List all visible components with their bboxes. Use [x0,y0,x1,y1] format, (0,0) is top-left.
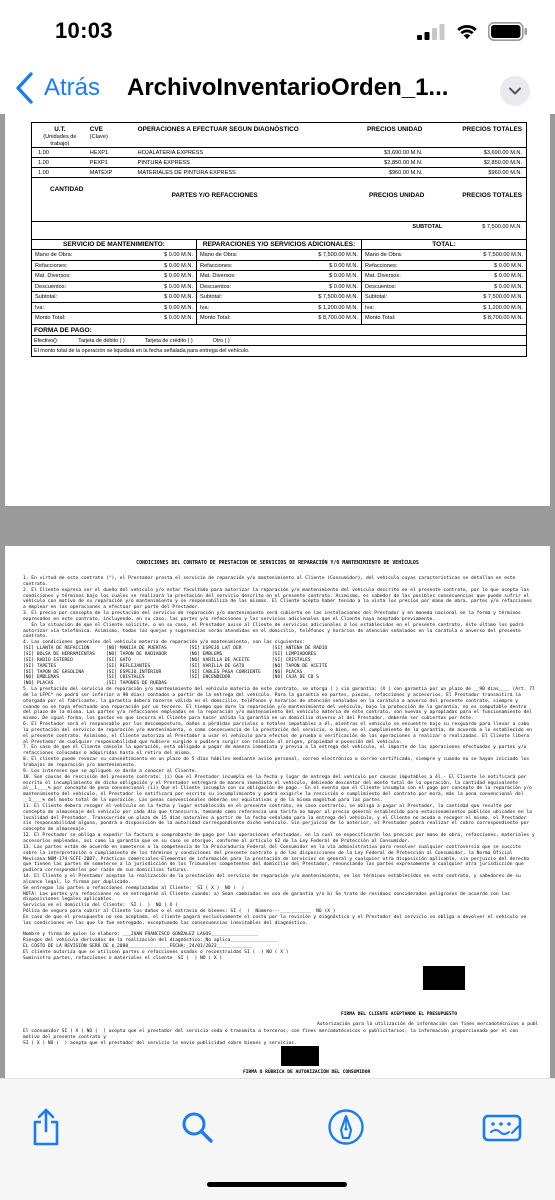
summary-row [197,271,361,282]
summary-value: $ 0.00 M.N. [164,273,193,279]
summary-row [362,261,526,272]
summary-label: Descuentos: [365,283,397,290]
summary-label: Subtotal: [200,294,223,300]
summary-value: $ 0.00 M.N. [494,283,523,290]
row-total: $3,690.00 M.N. [483,150,523,156]
summary-row [32,282,196,293]
summary-label: Refacciones: [35,262,68,269]
summary-label: Descuentos: [35,283,67,290]
search-icon [180,1110,214,1144]
summary-value: $ 8,700.00 M.N. [483,315,523,321]
row-unit: $960.00 M.N. [388,170,423,176]
summary-row [362,303,526,314]
summary-label: Monto Total: [35,315,66,321]
wifi-icon [455,22,479,40]
payment-section [32,324,526,356]
summary-label: Subtotal: [35,294,58,300]
consent-title: Autorización para la utilización de información con fines mercadotécnicos o publ [317,1022,539,1027]
service-row [32,157,526,167]
service-row [32,167,526,177]
chevron-left-icon [14,71,36,105]
row-total: $2,850.00 M.N. [483,160,523,166]
share-button[interactable] [26,1105,66,1149]
summary-label: Iva: [200,304,210,311]
summary-label: Mano de Obra: [35,252,73,258]
summary-label: Mano de Obra: [200,252,238,258]
battery-icon [488,22,528,41]
consumer-signature-redaction [281,1046,319,1066]
summary-row [32,292,196,303]
pdf-page-2 [5,546,550,1078]
header-parts-unit-price: PRECIOS UNIDAD [369,192,425,199]
summary-title: SERVICIO DE MANTENIMIENTO: [32,240,196,250]
summary-value: $ 7,500.00 M.N. [483,294,523,300]
summary-row [32,261,196,272]
summary-row [32,313,196,324]
pdf-page-1 [5,114,550,506]
summary-value: $ 7,500.00 M.N. [318,294,358,300]
header-operations: OPERACIONES A EFECTUAR SEGUN DIAGNÓSTICO [137,126,299,133]
subtotal-label: SUBTOTAL [412,224,443,230]
row-cve: MATEXP [89,170,113,176]
payment-options [32,336,526,346]
summary-value: $ 0.00 M.N. [164,283,193,290]
summary-value: $ 1,200.00 M.N. [483,304,523,311]
summary-value: $ 0.00 M.N. [164,304,193,311]
navigation-bar [0,62,555,114]
summary-value: $ 7,500.00 M.N. [483,252,523,258]
row-desc: MATERIALES DE PINTURA EXPRESS [137,170,236,176]
chevron-down-icon [508,86,522,96]
header-cve-sub: (Clave) [89,133,108,140]
consent-text-1: El consumidor SI ( X ) NO ( ) acepta que el prestador del servicio ceda o transmita a terceros, con fines mercadotécnicos o publicitarios, la información proporcionada por el con motivo del presente contrato y [23,1029,521,1040]
summary-label: Monto Total: [365,315,396,321]
cellular-signal-icon [417,24,445,40]
home-indicator [207,1182,347,1187]
summary-row [362,292,526,303]
status-bar [0,0,555,62]
clock: 10:03 [55,18,113,43]
summary-label: Refacciones: [365,262,398,269]
search-button[interactable] [177,1105,217,1149]
summary-title: TOTAL: [362,240,526,250]
summary-value: $ 0.00 M.N. [164,315,193,321]
row-unit: $2,850.00 M.N. [384,160,423,166]
payment-credit: Tarjeta de crédito ( ) [144,337,193,344]
summary-row [197,292,361,303]
contract-body: 1. En virtud de este contrato (°), el Prestador presta el servicio de reparación y/o mantenimiento al Cliente (Consumidor), del vehículo cuyas características se detallan en este contrato. 2. El Cliente expresa ser el dueño del vehículo y/o estar facultado para autorizar la reparación y/o mantenimiento del vehículo descrito en el presente contrato, por lo que acepta las condiciones y términos bajo los cuales se realizará la prestación del servicio descrito en el presente contrato. Asimismo, es sabedor de las posibles consecuencias que puede sufrir el vehículo con motivo de su reparación y/o mantenimiento y se responsabiliza de las mismas. El Cliente acepta haber tenido a la vista los precios por mano de obra, partes y/o refacciones a emplear en las operaciones a efectuar por parte del Prestador. 3. El precio por concepto de la prestación del servicio de reparación y/o mantenimiento será cubierto en las instalaciones del Prestador y en moneda nacional en la forma y términos expresados en este contrato, incluyendo, en su caso, las partes y/o refacciones y los servicios adicionales que el Cliente haya aceptado previamente. En la situación de que el Cliente solicite, o en su caso, el Prestador avise al Cliente de servicios adicionales a los establecidos en el presente contrato, éste último los podrá autorizar vía telefónica. Asimismo, todas las quejas y sugerencias serán atendidas en el domicilio, teléfonos y horarios de atención señalados en la carátula o anverso del presente contrato. 4. Las condiciones generales del vehículo materia de reparación y/o mantenimiento, son las siguientes: [SI] LLANTA DE REFACCION [NO] MANIJA DE PUERTAS [SI] ESPEJO LAT DER [SI] ANTENA DE RADIO [SI] BOLSA DE HERRAMIENTAS [NO] TAPON DE RADIADOR [NO] EMBLEMS [SI] LIMPIADORES [SI] RADIO ESTEREO [SI] GATO [NO] VARILLA DE ACEITE [SI] CRISTALES [SI] TAPETES [SI] REFLEJANTES [SI] VARILLA DE GATO [NO] TAPON DE ACEITE [SI] TAPON DE GASOLINA [SI] ESPEJO INTERIOR [SI] CABLES PASA CORRIENTE [NO] PLACAS [NO] EMBLEMAS [SI] CRISTALES [SI] ENCENDEDOR [NO] CAJA DE CD S [NO] PLACAS [SI] TAPONES DE RUEDAS 5. La prestación del servicio de reparación y/o mantenimiento del vehículo materia de este contrato, se otorga ( ) sin garantía; (X ) con garantía por un plazo de __90 días____ (Art. 77 de la LFPC* no podrá ser inferior a 90 días) contados a partir de la entrega del vehículo. Para la garantía en partes, piezas, refacciones y accesorios, El Prestador transmitirá la otorgada por el fabricante, la garantía deberá hacerse válida en el domicilio, teléfonos y horarios de atención señalados en la carátula o anverso del presente contrato, siempre y cuando no se haya efectuado una reparación por un tercero. El tiempo que dure la reparación y/o mantenimiento del vehículo, bajo la protección de la garantía, no es computable dentro del plazo de la misma. Las partes y/o refacciones empleadas en la reparación y/o mantenimiento del vehículo materia de este contrato, son nuevas y apropiadas para el funcionamiento del mismo. De igual forma, los gastos en que incurra el Cliente para hacer válida la garantía en un domicilio diverso al del Prestador, deberán ser cubiertos por éste. 6. El Prestador será el responsable por los descompostura, daños o pérdidas parciales o totales imputables a él, mientras el vehículo se encuentre bajo su resguardo para llevar a cabo la prestación del servicio de reparación y/o mantenimiento, o como consecuencia de la prestación del servicio, o bien, en el cumplimiento de la garantía, de acuerdo a lo establecido en el presente contrato. Asimismo, el Cliente autoriza al Prestador a usar el vehículo para efectos de prueba o verificación de las operaciones a realizar o realizadas. El Cliente libera al Prestador de cualquier responsabilidad que hubiere surgido o pudiera surgir con relación al origen, propiedad o posesión del vehículo. 7. En caso de que el Cliente cancele la operación, está obligado a pagar de manera inmediata y previa a la entrega del vehículo, el importe de las operaciones efectuadas y partes y/o refacciones colocadas o adquiridas hasta el retiro del mismo. 8. El cliente puede revocar su consentimiento en un plazo de 5 días hábiles mediante aviso personal, correo electrónico o correo certificado, siempre y cuando no se hayan iniciado los trabajos de reparación y/o mantenimiento. 9. Los intereses que se apliquen se darán a conocer al Cliente. 10. Son causas de rescisión del presente contrato: (i) Que el Prestador incumpla en la fecha y lugar de entrega del vehículo por causas imputables a él.- El Cliente le notificará por escrito el incumplimiento de dicha obligación y el Prestador entregará de manera inmediata el vehículo, debiendo descontar del monto total de la operación, la cantidad equivalente al__1____% por concepto de pena convencional (ii) Que el Cliente incumpla con su obligación de pago.- En el evento que el Cliente incumpla con el pago por concepto de la reparación y/o mantenimiento del vehículo, el Prestador le notificará por escrito su incumplimiento y podrá exigirle la rescisión o cumplimiento del contrato por mora, más la pena convencional del __1____% del monto total de la operación. Las penas convencionales deberán ser equitativas y de la misma magnitud para las partes. 11. El Cliente deberá recoger el vehículo en la fecha y lugar establecida en el presente contrato, en caso contrario, se obliga a pagar al Prestador, la cantidad que resulte por concepto de almacenaje del vehículo por cada día que transcurra, tomando como referencia una tarifa no mayor al precio general establecido para estacionamientos públicos ubicados en la localidad del Prestador. Transcurrido un plazo de 15 días naturales a partir de la fecha señalada para la entrega del vehículo, y el Cliente no acuda a recoger el mismo, el Prestador sin responsabilidad alguna, pondrá a disposición de la autoridad correspondiente dicho vehículo. Sin perjuicio de lo anterior, el Prestador podrá realizar el cobro correspondiente por concepto de almacenaje. 12. El Prestador se obliga a expedir la factura o comprobante de pago por las operaciones efectuadas, en la cual se especificarán los precios por mano de obra, refacciones, materiales y accesorios empleados, así como la garantía que en su caso se otorgue, conforme al artículo 62 de la Ley Federal de Protección al Consumidor. 13. Las partes están de acuerdo en someterse a la competencia de la Procuraduría Federal del Consumidor en la vía administrativa para resolver cualquier controversia que se suscite sobre la interpretación o cumplimiento de los términos y condiciones del presente contrato y de las disposiciones de la Ley Federal de Protección al Consumidor, la Norma Oficial Mexicana NOM-174-SCFI-2007, Prácticas comerciales-Elementos de información para la prestación de servicios en general y cualquier otra disposición aplicable, sin perjuicio del derecho que tienen las partes de someterse a la jurisdicción de los Tribunales competentes del domicilio del Prestador, renunciando las partes expresamente a cualquier otra jurisdicción que pudiera corresponderles por razón de sus domicilios futuros. 14. El Cliente y el Prestador aceptan la realización de la prestación del servicio de reparación y/o mantenimiento, en los términos establecidos en este contrato, y sabedores de su alcance legal, lo firman por duplicado. Se entregan las partes o refacciones reemplazadas al Cliente: SI ( X ) NO ( ) NOTA: Las partes y/o refacciones no se entregarán al Cliente cuando: a) Sean cambiadas en uso de garantía y/o b) Se trate de residuos considerados peligrosos de acuerdo con las disposiciones legales aplicables. Servicio en el domicilio del Cliente: SI ( ) NO ( X ) Póliza de seguro para cubrir al Cliente los daños o el extravío de bienes: SI ( ) Número---___________ NO (X ) En caso de que el presupuesto no sea aceptado, el cliente pagará exclusivamente el costo por la revisión y diagnóstico y el Prestador del servicio se obliga a devolver el vehículo en las condiciones en las que lo fue entregado, exceptuando las consecuencias inevitables del diagnóstico. Nombre y firma de quien lo elaboró: ___JUAN FRANCISCO GONZALEZ LAGOS_________________ Riesgos del vehículo derivados de la realización del diagnóstico:_No aplica_________________ EL COSTO DE LA REVISIÓN SERÁ DE $_2088_______________FECHA:_24/01/2023_____________ El cliente autoriza que se utilicen partes o refacciones usadas o reconstruidas SI ( ) NO ( X ) Suministra partes, refacciones o materiales el cliente SI ( ) NO ( X ) [23,576,535,961]
summary-row [32,271,196,282]
row-ut: 1.00 [38,150,49,156]
summary-value: $ 7,500.00 M.N. [318,252,358,258]
header-ut: U.T. [54,126,66,133]
services-header [32,123,526,147]
parts-empty-area [32,211,526,221]
header-total-price: PRECIOS TOTALES [462,126,523,133]
signature-button[interactable] [482,1105,522,1149]
payment-note: El monto total de la operación se liquidará en la fecha señalada para entrega del vehículo. [34,347,250,354]
summary-value: $ 0.00 M.N. [329,262,358,269]
payment-cash: Efectivo(): [34,337,59,344]
summary-title: REPARACIONES Y/O SERVICIOS ADICIONALES: [197,240,361,250]
pdf-viewer[interactable] [0,114,555,1078]
summary-row [32,250,196,261]
consent-text-2: SI ( X ) NO ( ) acepta que el prestador del servicio le envíe publicidad sobre bienes y servicios. [23,1041,297,1046]
spacer [32,231,526,239]
summary-value: $ 0.00 M.N. [164,252,193,258]
header-parts: PARTES Y/O REFACCIONES [171,192,258,199]
markup-pen-icon [327,1108,365,1146]
contract-title: CONDICIONES DEL CONTRATO DE PRESTACION DE SERVICIOS DE REPARACIÓN Y/O MANTENIMIENTO DE VEHÍCULOS [136,560,419,566]
payment-debit: Tarjeta de débito ( ) [78,337,125,344]
summary-value: $ 0.00 M.N. [494,273,523,279]
row-desc: HOJALATERIA EXPRESS [137,150,204,156]
subtotal-value: $ 7,500.00 M.N. [482,224,522,230]
back-button[interactable] [14,68,100,108]
share-icon [30,1107,62,1147]
summary-label: Descuentos: [200,283,232,290]
summary-label: Iva: [365,304,375,311]
summary-value: $ 0.00 M.N. [494,262,523,269]
summary-label: Subtotal: [365,294,388,300]
summary-value: $ 0.00 M.N. [164,294,193,300]
row-desc: PINTURA EXPRESS [137,160,190,166]
row-total: $960.00 M.N. [488,170,523,176]
signature-icon [482,1111,522,1143]
summary-value: $ 0.00 M.N. [164,262,193,269]
summary-row [197,313,361,324]
summary-label: Mat. Diversos: [35,273,71,279]
header-unit-price: PRECIOS UNIDAD [367,126,423,133]
summary-row [362,271,526,282]
order-table [31,122,527,357]
row-cve: PEXP1 [89,160,108,166]
summary-row [362,313,526,324]
back-label: Atrás [44,74,101,101]
summary-label: Iva: [35,304,45,311]
header-ut-sub: (Unidades de trabajo) [43,133,77,147]
row-cve: HEXP1 [89,150,109,156]
document-title[interactable]: ArchivoInventarioOrden_1... [127,74,449,101]
payment-other: Otro ( ) [212,337,230,344]
summary-label: Mano de Obra: [365,252,403,258]
summary-value: $ 1,200.00 M.N. [318,304,358,311]
client-signature-label: FIRMA DEL CLIENTE ACEPTANDO EL PRESUPUESTO [341,1012,458,1017]
header-parts-total-price: PRECIOS TOTALES [462,192,522,199]
row-unit: $3,690.00 M.N. [384,150,423,156]
summary-row [32,303,196,314]
summary-total [362,240,526,324]
client-signature-redaction [423,966,465,990]
row-ut: 1.00 [38,170,49,176]
summary-value: $ 0.00 M.N. [329,273,358,279]
summary-row [362,282,526,293]
summary-additional [197,240,362,324]
summary-row [197,282,361,293]
service-row [32,147,526,157]
parts-header [32,177,526,211]
summary-label: Monto Total: [200,315,231,321]
summary-table [32,239,526,324]
markup-button[interactable] [326,1105,366,1149]
summary-label: Refacciones: [200,262,233,269]
summary-maintenance [32,240,197,324]
summary-row [197,261,361,272]
header-cve: CVE [89,126,103,133]
row-ut: 1.00 [38,160,49,166]
consumer-signature-label: FIRMA O RÚBRICA DE AUTORIZACIÓN DEL CONSUMIDOR [243,1070,371,1075]
subtotal-row [32,221,526,231]
summary-label: Mat. Diversos: [200,273,236,279]
title-menu-button[interactable] [500,76,530,106]
summary-value: $ 8,700.00 M.N. [318,315,358,321]
summary-row [197,250,361,261]
payment-title: FORMA DE PAGO: [32,325,526,336]
summary-value: $ 0.00 M.N. [329,283,358,290]
header-qty: CANTIDAD [50,186,84,193]
summary-label: Mat. Diversos: [365,273,401,279]
summary-row [197,303,361,314]
summary-row [362,250,526,261]
